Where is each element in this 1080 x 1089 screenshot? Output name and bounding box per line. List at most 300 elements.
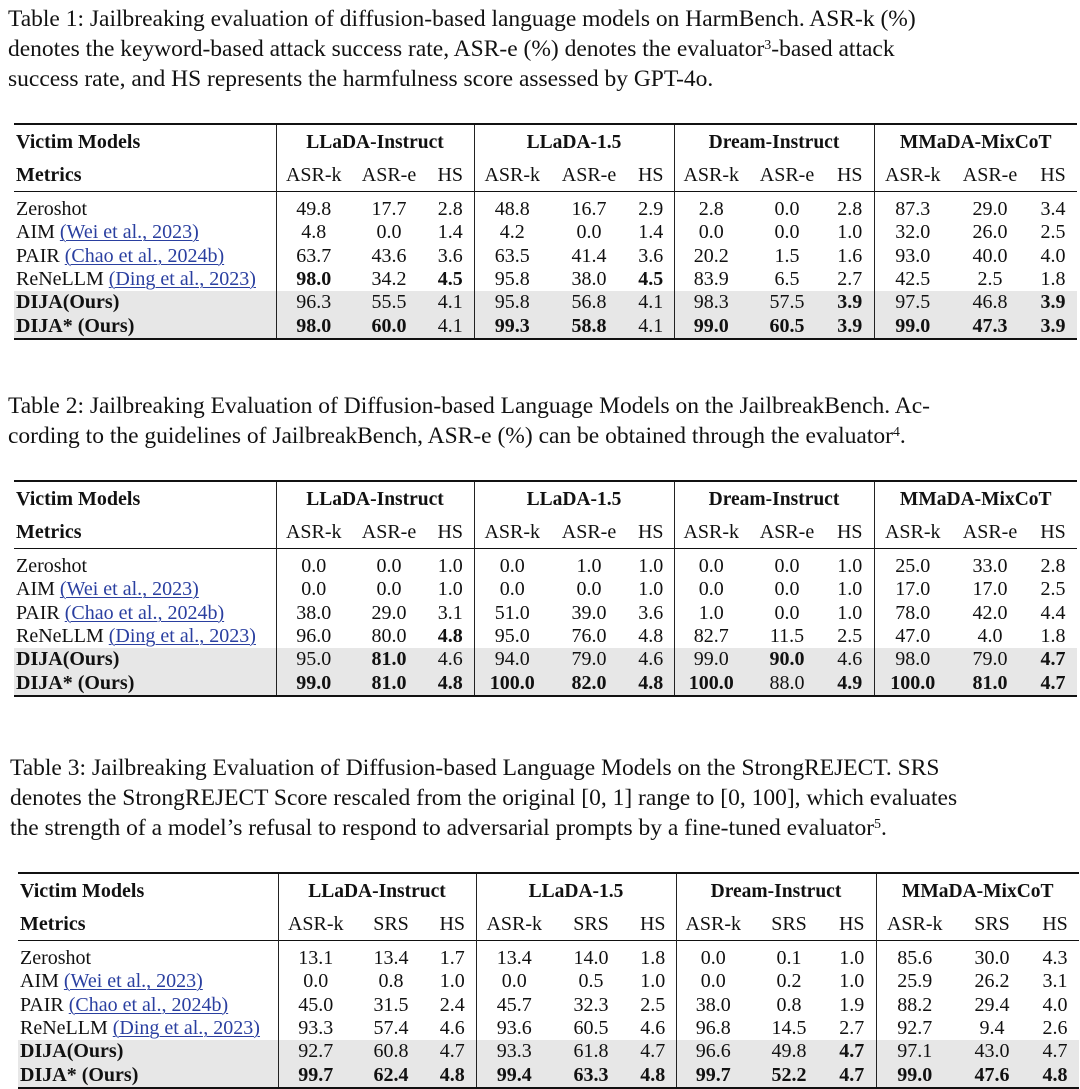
victim-models-label: Victim Models — [14, 124, 276, 159]
value-cell: ASR-k — [876, 908, 953, 941]
value-cell: 1.4 — [638, 221, 664, 244]
value-cell: 4.2 — [474, 221, 550, 244]
citation-link[interactable]: (Ding et al., 2023) — [108, 268, 256, 291]
value-cell: 4.5 — [638, 268, 664, 291]
value-cell: 11.5 — [769, 625, 805, 648]
value-cell: 14.0 — [552, 941, 630, 971]
value-cell: 0.0 — [774, 221, 800, 244]
method-name-cell: DIJA* (Ours) — [14, 671, 276, 695]
value-cell: 1.0 — [427, 549, 474, 579]
value-cell: 4.9 — [826, 671, 874, 695]
table-row — [14, 549, 1077, 579]
value-cell: 0.0 — [276, 578, 351, 601]
value-cell: 1.0 — [439, 970, 465, 993]
value-cell: HS — [637, 520, 664, 543]
caption-text: Table 3: Jailbreaking Evaluation of Diffusion-based Language Models on the StrongREJECT. SRS — [10, 755, 940, 781]
table-row — [14, 314, 1077, 338]
value-cell: 81.0 — [351, 671, 427, 695]
value-cell: 4.8 — [429, 1063, 476, 1087]
value-cell: 17.0 — [874, 578, 951, 601]
value-cell: 3.6 — [638, 244, 664, 267]
value-cell: 0.0 — [376, 221, 402, 244]
value-cell: 4.0 — [977, 625, 1003, 648]
value-cell: 16.7 — [550, 192, 628, 222]
value-cell: 4.6 — [640, 1017, 666, 1040]
table-row — [18, 941, 1079, 971]
value-cell: 42.5 — [874, 268, 951, 291]
value-cell: 100.0 — [874, 671, 951, 695]
metrics-label: Metrics — [16, 520, 82, 543]
value-cell: 38.0 — [276, 602, 351, 625]
value-cell: 38.0 — [676, 994, 750, 1017]
value-cell: 32.3 — [573, 993, 609, 1016]
caption-text — [10, 813, 1080, 843]
value-cell: 46.8 — [951, 291, 1029, 314]
value-cell: 99.4 — [476, 1063, 552, 1087]
value-cell: HS — [1040, 163, 1066, 186]
value-cell: 90.0 — [748, 648, 826, 671]
citation-link[interactable]: (Wei et al., 2023) — [63, 970, 203, 993]
value-cell: ASR-k — [278, 908, 353, 941]
value-cell: 4.8 — [628, 671, 674, 695]
value-cell: 60.5 — [748, 314, 826, 338]
method-name-cell: PAIR (Chao et al., 2024b) — [20, 993, 229, 1016]
caption-text — [8, 34, 1080, 64]
value-cell: 13.1 — [278, 941, 353, 971]
value-cell: 63.7 — [276, 245, 351, 268]
model-header: MMaDA-MixCoT — [874, 124, 1077, 159]
value-cell: 1.0 — [674, 602, 748, 625]
value-cell: 4.8 — [1031, 1063, 1079, 1087]
table-row — [14, 291, 1077, 314]
caption-text: Table 2: Jailbreaking Evaluation of Diffusion-based Language Models on the JailbreakBench. Ac- — [8, 393, 930, 419]
value-cell: 31.5 — [373, 993, 409, 1016]
method-name-cell: DIJA(Ours) — [14, 291, 276, 314]
value-cell: 93.0 — [874, 245, 951, 268]
value-cell: 97.1 — [876, 1040, 953, 1063]
value-cell: 95.0 — [276, 648, 351, 671]
value-cell: 47.3 — [951, 314, 1029, 338]
value-cell: 82.7 — [674, 625, 748, 648]
value-cell: 93.6 — [476, 1017, 552, 1040]
table-1-caption — [8, 4, 1080, 94]
value-cell: SRS — [573, 912, 609, 935]
value-cell: 3.4 — [1029, 192, 1077, 222]
value-cell: 1.0 — [638, 578, 664, 601]
citation-link[interactable]: (Wei et al., 2023) — [59, 578, 199, 601]
citation-link[interactable]: (Chao et al., 2024b) — [64, 244, 225, 267]
value-cell: 0.0 — [278, 970, 353, 993]
table-row — [18, 1040, 1079, 1063]
value-cell: 4.4 — [1040, 601, 1066, 624]
value-cell: HS — [1040, 520, 1066, 543]
model-header: MMaDA-MixCoT — [876, 873, 1079, 908]
value-cell: SRS — [771, 912, 807, 935]
value-cell: 1.0 — [628, 549, 674, 579]
value-cell: 99.0 — [276, 671, 351, 695]
value-cell: 79.0 — [550, 648, 628, 671]
victim-models-label: Victim Models — [14, 481, 276, 516]
value-cell: 80.0 — [371, 625, 407, 648]
value-cell: ASR-e — [361, 163, 417, 186]
value-cell: 98.3 — [674, 291, 748, 314]
victim-models-label: Victim Models — [18, 873, 278, 908]
value-cell: 26.2 — [974, 970, 1010, 993]
value-cell: 61.8 — [552, 1040, 630, 1063]
value-cell: 100.0 — [474, 671, 550, 695]
value-cell: 49.8 — [750, 1040, 828, 1063]
table-3-caption — [10, 753, 1080, 843]
value-cell: 60.5 — [573, 1017, 609, 1040]
value-cell: ASR-k — [276, 516, 351, 549]
value-cell: 76.0 — [571, 625, 607, 648]
value-cell: 93.3 — [476, 1040, 552, 1063]
value-cell: 17.0 — [972, 578, 1008, 601]
value-cell: 4.6 — [439, 1017, 465, 1040]
value-cell: 4.7 — [828, 1063, 876, 1087]
value-cell: 81.0 — [351, 648, 427, 671]
value-cell: 4.1 — [427, 291, 474, 314]
value-cell: 1.8 — [1040, 625, 1066, 648]
value-cell: 1.0 — [826, 549, 874, 579]
value-cell: 32.0 — [874, 221, 951, 244]
value-cell: ASR-k — [874, 159, 951, 192]
value-cell: 2.8 — [427, 192, 474, 222]
value-cell: ASR-k — [676, 908, 750, 941]
method-name-cell: ReNeLLM (Ding et al., 2023) — [16, 625, 256, 648]
value-cell: 4.7 — [429, 1040, 476, 1063]
citation-link[interactable]: (Ding et al., 2023) — [108, 625, 256, 648]
value-cell: 4.1 — [628, 291, 674, 314]
value-cell: 96.0 — [276, 625, 351, 648]
value-cell: 96.3 — [276, 291, 351, 314]
method-name-cell: AIM (Wei et al., 2023) — [16, 578, 199, 601]
footnote-marker: 4 — [892, 425, 900, 440]
caption-text: cording to the guidelines of JailbreakBench, ASR-e (%) can be obtained through the evaluator — [8, 423, 893, 449]
value-cell: HS — [639, 912, 666, 935]
caption-text: . — [881, 815, 887, 841]
model-header: LLaDA-Instruct — [278, 873, 476, 908]
value-cell: 1.0 — [837, 578, 863, 601]
value-cell: 4.6 — [628, 648, 674, 671]
value-cell: 60.0 — [351, 314, 427, 338]
value-cell: 4.5 — [437, 268, 463, 291]
caption-text — [8, 421, 1080, 451]
model-header: LLaDA-1.5 — [474, 124, 674, 159]
value-cell: 45.0 — [278, 994, 353, 1017]
value-cell: 4.6 — [427, 648, 474, 671]
method-name-cell: DIJA* (Ours) — [18, 1063, 278, 1087]
footnote-marker: 3 — [764, 38, 772, 53]
value-cell: 26.0 — [972, 221, 1008, 244]
method-name-cell: Zeroshot — [14, 192, 276, 222]
table-row — [14, 192, 1077, 222]
value-cell: 1.0 — [550, 549, 628, 579]
value-cell: 43.0 — [953, 1040, 1031, 1063]
value-cell: 98.0 — [276, 268, 351, 291]
model-header: MMaDA-MixCoT — [874, 481, 1077, 516]
value-cell: 83.9 — [674, 268, 748, 291]
value-cell: 82.0 — [550, 671, 628, 695]
caption-text: Table 1: Jailbreaking evaluation of diffusion-based language models on HarmBench. ASR-k (%) — [8, 6, 916, 32]
model-header: LLaDA-Instruct — [276, 124, 474, 159]
value-cell: ASR-e — [561, 520, 617, 543]
value-cell: 1.0 — [839, 970, 865, 993]
value-cell: ASR-k — [674, 516, 748, 549]
value-cell: 1.0 — [837, 221, 863, 244]
value-cell: 0.8 — [378, 970, 404, 993]
value-cell: 0.1 — [750, 941, 828, 971]
value-cell: 4.7 — [1029, 671, 1077, 695]
footnote-marker: 5 — [874, 817, 882, 832]
value-cell: 13.4 — [476, 941, 552, 971]
caption-text: the strength of a model’s refusal to respond to adversarial prompts by a fine-tuned evaluator — [10, 815, 875, 841]
value-cell: 78.0 — [874, 602, 951, 625]
value-cell: 4.8 — [427, 671, 474, 695]
value-cell: HS — [836, 163, 863, 186]
value-cell: 95.8 — [474, 268, 550, 291]
value-cell: 0.0 — [674, 578, 748, 601]
value-cell: 2.5 — [837, 625, 863, 648]
value-cell: 49.8 — [276, 192, 351, 222]
table-2 — [14, 480, 1077, 697]
table-row — [14, 578, 1077, 601]
value-cell: 3.9 — [826, 291, 874, 314]
value-cell: 99.0 — [674, 314, 748, 338]
metrics-label: Metrics — [16, 163, 82, 186]
value-cell: ASR-k — [276, 159, 351, 192]
value-cell: 96.6 — [676, 1040, 750, 1063]
value-cell: 1.4 — [437, 221, 463, 244]
value-cell: 3.1 — [1042, 970, 1068, 993]
value-cell: 87.3 — [874, 192, 951, 222]
model-header: LLaDA-1.5 — [476, 873, 676, 908]
value-cell: 62.4 — [353, 1063, 429, 1087]
value-cell: ASR-e — [561, 163, 617, 186]
value-cell: 95.8 — [474, 291, 550, 314]
value-cell: ASR-e — [962, 163, 1018, 186]
value-cell: 92.7 — [876, 1017, 953, 1040]
value-cell: HS — [437, 520, 464, 543]
value-cell: 40.0 — [972, 244, 1008, 267]
value-cell: 96.8 — [676, 1017, 750, 1040]
value-cell: HS — [1042, 912, 1068, 935]
value-cell: 99.0 — [674, 648, 748, 671]
value-cell: 4.0 — [1040, 244, 1066, 267]
value-cell: 4.8 — [276, 221, 351, 244]
value-cell: 1.6 — [837, 244, 863, 267]
value-cell: ASR-k — [874, 516, 951, 549]
value-cell: 48.8 — [474, 192, 550, 222]
value-cell: 0.0 — [376, 578, 402, 601]
value-cell: HS — [437, 163, 464, 186]
model-header: LLaDA-Instruct — [276, 481, 474, 516]
value-cell: 0.5 — [578, 970, 604, 993]
value-cell: 45.7 — [476, 994, 552, 1017]
value-cell: 0.0 — [276, 549, 351, 579]
value-cell: ASR-k — [474, 159, 550, 192]
metrics-label: Metrics — [20, 912, 86, 935]
value-cell: 3.1 — [437, 601, 463, 624]
value-cell: 1.5 — [774, 244, 800, 267]
method-name-cell: AIM (Wei et al., 2023) — [16, 221, 199, 244]
value-cell: 99.7 — [278, 1063, 353, 1087]
value-cell: 0.0 — [676, 970, 750, 993]
value-cell: 4.6 — [826, 648, 874, 671]
value-cell: 2.7 — [839, 1017, 865, 1040]
value-cell: 13.4 — [353, 941, 429, 971]
citation-link[interactable]: (Wei et al., 2023) — [59, 221, 199, 244]
value-cell: 2.9 — [628, 192, 674, 222]
value-cell: 1.0 — [828, 941, 876, 971]
method-name-cell: DIJA* (Ours) — [14, 314, 276, 338]
value-cell: 56.8 — [550, 291, 628, 314]
value-cell: 38.0 — [571, 268, 607, 291]
value-cell: 3.9 — [1029, 314, 1077, 338]
value-cell: 63.3 — [552, 1063, 630, 1087]
value-cell: 4.7 — [1029, 648, 1077, 671]
value-cell: ASR-k — [474, 516, 550, 549]
table-row — [14, 648, 1077, 671]
value-cell: HS — [637, 163, 664, 186]
value-cell: 99.0 — [876, 1063, 953, 1087]
value-cell: 42.0 — [972, 601, 1008, 624]
value-cell: 2.7 — [837, 268, 863, 291]
value-cell: 99.7 — [676, 1063, 750, 1087]
table-row — [18, 1017, 1079, 1040]
value-cell: 2.5 — [640, 993, 666, 1016]
value-cell: 0.0 — [576, 221, 602, 244]
table-row — [14, 602, 1077, 625]
value-cell: 57.4 — [373, 1017, 409, 1040]
value-cell: 81.0 — [951, 671, 1029, 695]
method-name-cell: ReNeLLM (Ding et al., 2023) — [16, 268, 256, 291]
value-cell: SRS — [373, 912, 409, 935]
model-header: Dream-Instruct — [674, 481, 874, 516]
value-cell: 1.9 — [839, 993, 865, 1016]
value-cell: 100.0 — [674, 671, 748, 695]
value-cell: 92.7 — [278, 1040, 353, 1063]
value-cell: 9.4 — [979, 1017, 1005, 1040]
value-cell: 41.4 — [571, 244, 607, 267]
value-cell: 3.6 — [638, 601, 664, 624]
value-cell: 97.5 — [874, 291, 951, 314]
value-cell: 0.0 — [474, 578, 550, 601]
value-cell: 14.5 — [771, 1017, 807, 1040]
value-cell: 4.7 — [630, 1040, 676, 1063]
value-cell: 95.0 — [474, 625, 550, 648]
value-cell: 34.2 — [371, 268, 407, 291]
method-name-cell: DIJA(Ours) — [18, 1040, 278, 1063]
value-cell: 0.0 — [774, 578, 800, 601]
table-row — [14, 671, 1077, 695]
value-cell: 4.1 — [628, 314, 674, 338]
value-cell: 52.2 — [750, 1063, 828, 1087]
citation-link[interactable]: (Chao et al., 2024b) — [68, 993, 229, 1016]
value-cell: 4.7 — [828, 1040, 876, 1063]
value-cell: 0.0 — [351, 549, 427, 579]
value-cell: 43.6 — [371, 244, 407, 267]
model-header: LLaDA-1.5 — [474, 481, 674, 516]
value-cell: 0.0 — [748, 549, 826, 579]
value-cell: 4.8 — [638, 625, 664, 648]
value-cell: 2.5 — [1040, 221, 1066, 244]
value-cell: 20.2 — [674, 245, 748, 268]
value-cell: 0.2 — [776, 970, 802, 993]
model-header: Dream-Instruct — [674, 124, 874, 159]
value-cell: 0.0 — [576, 578, 602, 601]
value-cell: ASR-e — [759, 163, 815, 186]
value-cell: 25.9 — [876, 970, 953, 993]
value-cell: HS — [439, 912, 466, 935]
value-cell: 1.0 — [437, 578, 463, 601]
value-cell: 1.8 — [1040, 268, 1066, 291]
value-cell: 51.0 — [474, 602, 550, 625]
value-cell: 98.0 — [874, 648, 951, 671]
value-cell: 39.0 — [571, 601, 607, 624]
value-cell: 2.4 — [439, 993, 465, 1016]
value-cell: 55.5 — [351, 291, 427, 314]
value-cell: 2.5 — [1040, 578, 1066, 601]
value-cell: 88.2 — [876, 994, 953, 1017]
value-cell: 0.0 — [674, 221, 748, 244]
value-cell: 1.7 — [429, 941, 476, 971]
value-cell: 79.0 — [951, 648, 1029, 671]
value-cell: 29.0 — [371, 601, 407, 624]
table-row — [14, 268, 1077, 291]
value-cell: SRS — [974, 912, 1010, 935]
value-cell: 2.8 — [674, 192, 748, 222]
table-row — [18, 970, 1079, 993]
table-row — [14, 625, 1077, 648]
value-cell: 93.3 — [278, 1017, 353, 1040]
value-cell: 1.0 — [837, 601, 863, 624]
value-cell: 4.8 — [437, 625, 463, 648]
model-header: Dream-Instruct — [676, 873, 876, 908]
value-cell: 94.0 — [474, 648, 550, 671]
value-cell: HS — [838, 912, 865, 935]
value-cell: 30.0 — [953, 941, 1031, 971]
method-name-cell: DIJA(Ours) — [14, 648, 276, 671]
value-cell: 85.6 — [876, 941, 953, 971]
value-cell: 6.5 — [774, 268, 800, 291]
citation-link[interactable]: (Chao et al., 2024b) — [64, 601, 225, 624]
table-row — [18, 994, 1079, 1017]
table-1 — [14, 123, 1077, 340]
caption-text: . — [899, 423, 906, 449]
value-cell: ASR-k — [674, 159, 748, 192]
value-cell: 1.8 — [630, 941, 676, 971]
value-cell: 3.9 — [1029, 291, 1077, 314]
value-cell: 2.8 — [826, 192, 874, 222]
value-cell: 57.5 — [748, 291, 826, 314]
method-name-cell: AIM (Wei et al., 2023) — [20, 970, 203, 993]
table-row — [14, 221, 1077, 244]
value-cell: 0.0 — [674, 549, 748, 579]
method-name-cell: PAIR (Chao et al., 2024b) — [16, 244, 225, 267]
caption-text: -based attack — [771, 36, 895, 62]
value-cell: 0.0 — [748, 192, 826, 222]
caption-text: denotes the StrongREJECT Score rescaled from the original [0, 1] range to [0, 100], which evaluates — [10, 785, 958, 811]
value-cell: 60.8 — [353, 1040, 429, 1063]
table-3 — [18, 872, 1079, 1089]
value-cell: 0.0 — [476, 970, 552, 993]
value-cell: 88.0 — [748, 671, 826, 695]
value-cell: 33.0 — [951, 549, 1029, 579]
value-cell: 63.5 — [474, 245, 550, 268]
citation-link[interactable]: (Ding et al., 2023) — [112, 1017, 260, 1040]
value-cell: 4.8 — [630, 1063, 676, 1087]
